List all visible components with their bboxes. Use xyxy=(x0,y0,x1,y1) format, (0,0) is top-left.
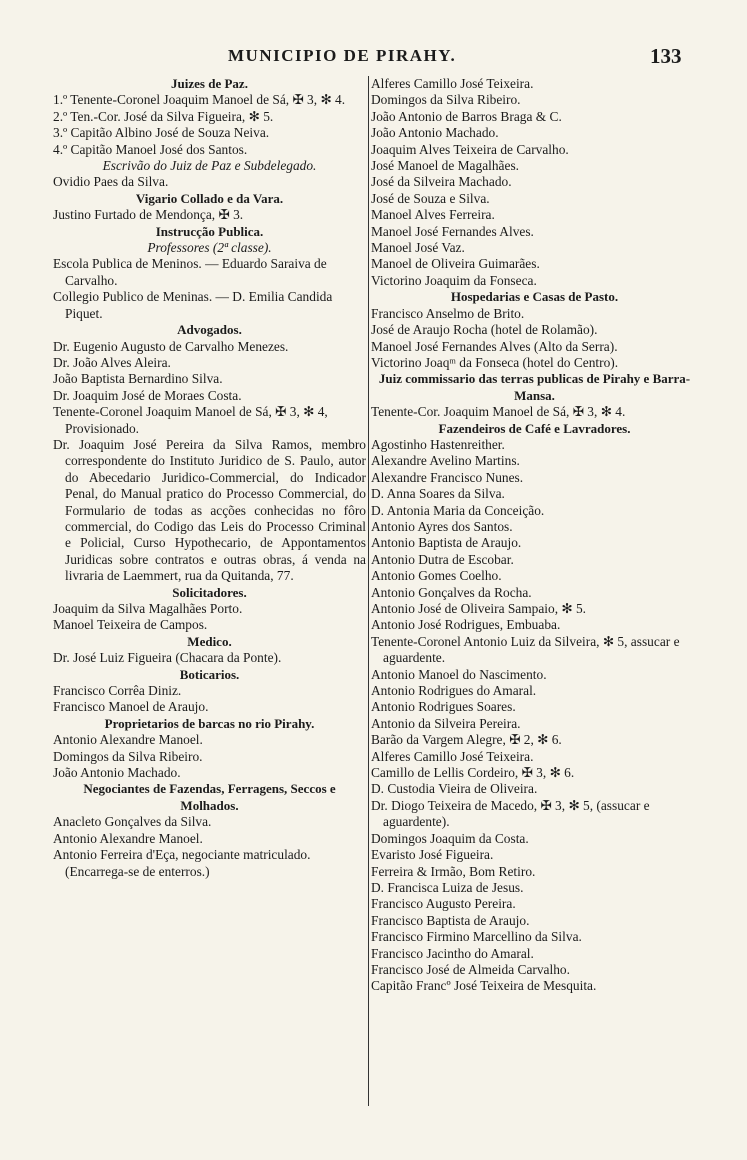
subheading: Professores (2ª classe). xyxy=(147,240,272,256)
list-item: 4.º Capitão Manoel José dos Santos. xyxy=(53,141,248,157)
list-item: Francisco Manoel de Araujo. xyxy=(53,699,209,715)
list-item: Francisco Firmino Marcellino da Silva. xyxy=(371,929,582,945)
list-item: Capitão Francº José Teixeira de Mesquita. xyxy=(371,978,597,994)
list-item: Manoel de Oliveira Guimarães. xyxy=(371,256,540,272)
list-item: Camillo de Lellis Cordeiro, ✠ 3, ✻ 6. xyxy=(371,765,575,781)
list-item: Domingos Joaquim da Costa. xyxy=(371,830,529,846)
list-item: Antonio Rodrigues do Amaral. xyxy=(371,683,537,699)
list-item: João Antonio Machado. xyxy=(371,125,499,141)
list-item: Antonio da Silveira Pereira. xyxy=(371,715,521,731)
section-heading: Medico. xyxy=(187,633,232,649)
list-item: Victorino Joaquim da Fonseca. xyxy=(371,272,537,288)
section-heading: Proprietarios de barcas no rio Pirahy. xyxy=(104,715,315,731)
list-item: 1.º Tenente-Coronel Joaquim Manoel de Sá, ✠ 3, ✻ 4. xyxy=(53,92,346,108)
list-item: José da Silveira Machado. xyxy=(371,174,512,190)
section-heading: Fazendeiros de Café e Lavradores. xyxy=(438,420,631,436)
section-heading: Instrucção Publica. xyxy=(155,223,264,239)
list-item: Antonio Gomes Coelho. xyxy=(371,568,502,584)
list-item: Barão da Vargem Alegre, ✠ 2, ✻ 6. xyxy=(371,732,562,748)
list-item: Francisco José de Almeida Carvalho. xyxy=(371,961,570,977)
list-item: Anacleto Gonçalves da Silva. xyxy=(53,814,212,830)
list-item: Domingos da Silva Ribeiro. xyxy=(371,92,521,108)
list-item: Antonio Ferreira d'Eça, negociante matriculado. (Encarrega-se de enterros.) xyxy=(53,847,311,879)
list-item: 3.º Capitão Albino José de Souza Neiva. xyxy=(53,125,270,141)
list-item: Justino Furtado de Mendonça, ✠ 3. xyxy=(53,207,244,223)
list-item: Manoel José Fernandes Alves (Alto da Serra). xyxy=(371,338,618,354)
section-heading: Juizes de Paz. xyxy=(171,76,248,91)
list-item: Francisco Jacintho do Amaral. xyxy=(371,945,534,961)
list-item: Antonio Baptista de Araujo. xyxy=(371,535,522,551)
list-item: Dr. Eugenio Augusto de Carvalho Menezes. xyxy=(53,338,289,354)
list-item: Francisco Baptista de Araujo. xyxy=(371,912,530,928)
section-heading: Negociantes de Fazendas, Ferragens, Seccos e Molhados. xyxy=(83,781,336,813)
list-item: Dr. João Alves Aleira. xyxy=(53,354,171,370)
column-divider xyxy=(368,76,369,1106)
list-item: Ovidio Paes da Silva. xyxy=(53,174,169,190)
list-item: D. Anna Soares da Silva. xyxy=(371,486,505,502)
list-item: Manoel Alves Ferreira. xyxy=(371,207,495,223)
page-header xyxy=(0,44,747,74)
list-item: Manoel Teixeira de Campos. xyxy=(53,617,208,633)
list-item: D. Antonia Maria da Conceição. xyxy=(371,502,545,518)
list-item: Tenente-Coronel Antonio Luiz da Silveira, ✻ 5, assucar e aguardente. xyxy=(371,633,680,666)
section-heading: Vigario Collado e da Vara. xyxy=(135,190,284,206)
list-item: Antonio Ayres dos Santos. xyxy=(371,518,513,534)
list-item: D. Custodia Vieira de Oliveira. xyxy=(371,781,538,797)
list-item: 2.º Ten.-Cor. José da Silva Figueira, ✻ 5. xyxy=(53,108,274,124)
list-item: Antonio Alexandre Manoel. xyxy=(53,732,203,748)
list-item: Dr. José Luiz Figueira (Chacara da Ponte). xyxy=(53,650,282,666)
section-heading: Solicitadores. xyxy=(172,584,247,600)
list-item: Manoel José Fernandes Alves. xyxy=(371,223,534,239)
list-item: Tenente-Coronel Joaquim Manoel de Sá, ✠ 3, ✻ 4, Provisionado. xyxy=(53,404,328,436)
section-heading: Hospedarias e Casas de Pasto. xyxy=(450,289,619,305)
list-item: Francisco Anselmo de Brito. xyxy=(371,305,525,321)
list-item: Alferes Camillo José Teixeira. xyxy=(371,748,534,764)
list-item: Joaquim Alves Teixeira de Carvalho. xyxy=(371,141,569,157)
list-item: Alferes Camillo José Teixeira. xyxy=(371,76,534,91)
list-item: Dr. Diogo Teixeira de Macedo, ✠ 3, ✻ 5, (assucar e aguardente). xyxy=(371,797,650,830)
list-item: João Antonio de Barros Braga & C. xyxy=(371,108,562,124)
list-item: Antonio José Rodrigues, Embuaba. xyxy=(371,617,561,633)
list-item: Francisco Augusto Pereira. xyxy=(371,896,516,912)
list-item: Francisco Corrêa Diniz. xyxy=(53,683,182,699)
list-item: João Antonio Machado. xyxy=(53,765,181,781)
list-item: João Baptista Bernardino Silva. xyxy=(53,371,223,387)
list-item: Manoel José Vaz. xyxy=(371,240,465,256)
list-item: Antonio Gonçalves da Rocha. xyxy=(371,584,532,600)
list-item: José Manoel de Magalhães. xyxy=(371,158,519,174)
section-heading: Juiz commissario das terras publicas de Pirahy e Barra-Mansa. xyxy=(378,371,691,403)
list-item: Ferreira & Irmão, Bom Retiro. xyxy=(371,863,536,879)
list-item: Victorino Joaqᵐ da Fonseca (hotel do Centro). xyxy=(371,354,619,370)
list-item: Joaquim da Silva Magalhães Porto. xyxy=(53,601,243,616)
page-title: MUNICIPIO DE PIRAHY. xyxy=(228,46,457,65)
list-item: Antonio Manoel do Nascimento. xyxy=(371,666,547,682)
list-item: Dr. Joaquim José de Moraes Costa. xyxy=(53,387,242,403)
list-item: Collegio Publico de Meninas. — D. Emilia Candida Piquet. xyxy=(53,289,333,321)
list-item: Dr. Joaquim José Pereira da Silva Ramos, membro correspondente do Instituto Juridico de S. Paulo, autor do Abecedario Juridico-Commercial, do Indicador Penal, do Manual pratico do Processo Commercial, do Formulario de todas as acções conhecidas no fôro commercial, do Codigo das Leis do Processo Criminal e Policial, Curso Hypothecario, de Appontamentos Juridicas sobre contratos e outras obras, á venda na livraria de Laemmert, rua da Quitanda, 77. xyxy=(53,436,366,584)
list-item: D. Francisca Luiza de Jesus. xyxy=(371,879,524,895)
subheading: Escrivão do Juiz de Paz e Subdelegado. xyxy=(102,158,317,174)
section-heading: Boticarios. xyxy=(179,666,240,682)
list-item: Alexandre Francisco Nunes. xyxy=(371,469,524,485)
list-item: Domingos da Silva Ribeiro. xyxy=(53,748,203,764)
page-number: 133 xyxy=(650,44,682,68)
left-column xyxy=(53,76,366,880)
list-item: Alexandre Avelino Martins. xyxy=(371,453,520,469)
list-item: José de Souza e Silva. xyxy=(371,190,490,206)
right-column xyxy=(371,76,698,995)
list-item: Antonio José de Oliveira Sampaio, ✻ 5. xyxy=(371,601,587,616)
list-item: Antonio Alexandre Manoel. xyxy=(53,830,203,846)
list-item: José de Araujo Rocha (hotel de Rolamão). xyxy=(371,322,598,338)
list-item: Evaristo José Figueira. xyxy=(371,847,494,863)
list-item: Escola Publica de Meninos. — Eduardo Saraiva de Carvalho. xyxy=(53,256,327,288)
list-item: Agostinho Hastenreither. xyxy=(371,436,505,452)
list-item: Antonio Dutra de Escobar. xyxy=(371,551,514,567)
list-item: Antonio Rodrigues Soares. xyxy=(371,699,516,715)
section-heading: Advogados. xyxy=(177,322,242,338)
list-item: Tenente-Cor. Joaquim Manoel de Sá, ✠ 3, ✻ 4. xyxy=(371,404,626,420)
